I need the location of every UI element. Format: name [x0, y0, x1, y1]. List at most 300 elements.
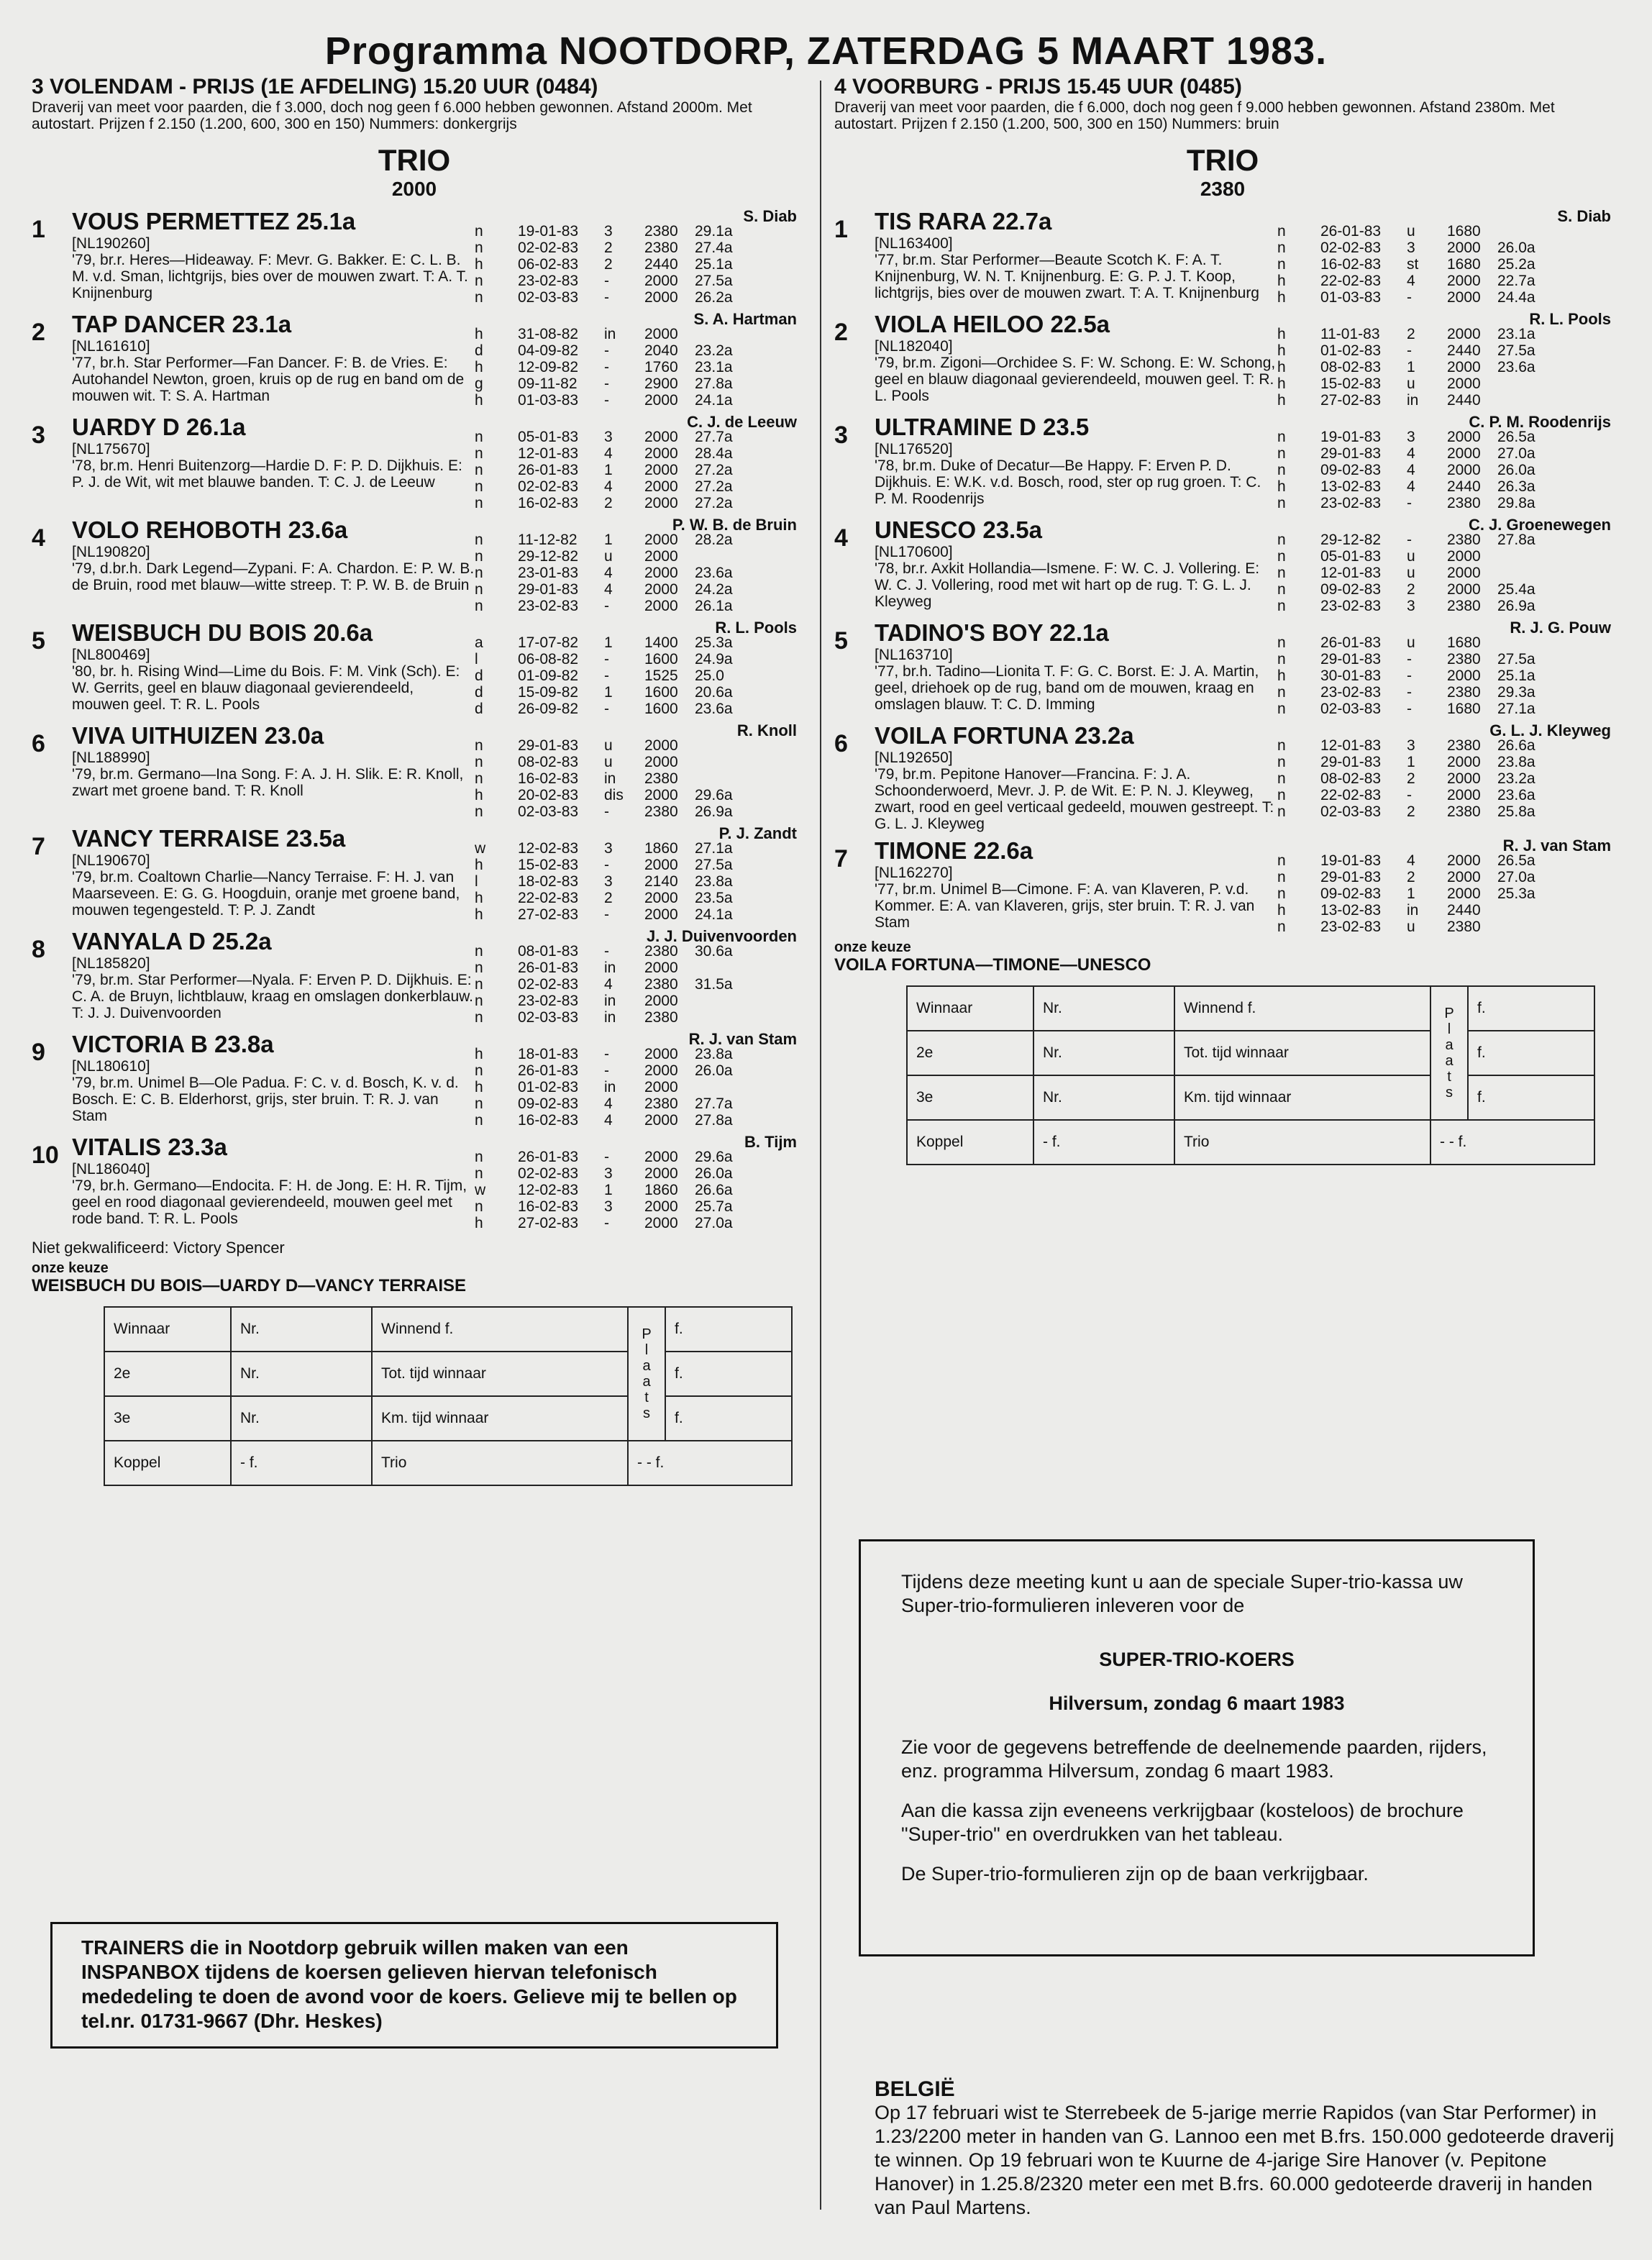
result-time: 26.0a — [695, 1165, 733, 1182]
result-distance: 2380 — [644, 803, 678, 820]
result-distance: 2000 — [1447, 548, 1481, 565]
rider-name: C. J. Groenewegen — [1468, 516, 1611, 534]
horse-entry — [834, 310, 1611, 409]
result-time — [695, 548, 759, 565]
result-distance: 2000 — [644, 1149, 678, 1165]
result-place: u — [1407, 565, 1415, 581]
result-place: u — [1407, 919, 1415, 935]
result-track: n — [475, 1009, 483, 1026]
result-row — [1277, 445, 1579, 462]
result-date: 19-01-83 — [1320, 852, 1382, 869]
result-distance: 2380 — [1447, 495, 1481, 511]
result-place: 4 — [604, 478, 613, 495]
horse-number: 6 — [834, 730, 848, 757]
result-track: n — [1277, 885, 1286, 902]
result-track: n — [475, 737, 483, 754]
result-time: 26.6a — [1497, 737, 1535, 754]
result-time — [1497, 392, 1562, 409]
result-date: 22-02-83 — [1320, 273, 1382, 289]
result-row — [475, 1079, 777, 1095]
result-row — [1277, 701, 1579, 717]
result-time: 25.8a — [1497, 803, 1535, 820]
result-track: n — [1277, 548, 1286, 565]
result-row — [475, 342, 777, 359]
result-date: 02-02-83 — [1320, 240, 1382, 256]
third-label: 3e — [104, 1396, 231, 1441]
result-distance: 2000 — [644, 273, 678, 289]
result-date: 09-02-83 — [1320, 885, 1382, 902]
result-time: 27.2a — [695, 478, 733, 495]
result-distance: 2000 — [644, 1046, 678, 1062]
result-track: n — [475, 960, 483, 976]
result-distance: 1860 — [644, 840, 678, 857]
result-row — [475, 667, 777, 684]
result-date: 01-03-83 — [518, 392, 579, 409]
result-distance: 2440 — [1447, 902, 1481, 919]
result-place: in — [1407, 392, 1419, 409]
result-date: 08-02-83 — [1320, 359, 1382, 375]
result-row — [475, 993, 777, 1009]
horse-details — [72, 207, 475, 306]
result-date: 30-01-83 — [1320, 667, 1382, 684]
amount-field: f. — [665, 1307, 792, 1352]
result-track: n — [475, 445, 483, 462]
result-track: n — [1277, 532, 1286, 548]
result-date: 29-12-82 — [1320, 532, 1382, 548]
result-date: 26-01-83 — [1320, 634, 1382, 651]
result-row — [1277, 787, 1579, 803]
result-time: 29.6a — [695, 787, 733, 803]
result-row — [475, 651, 777, 667]
result-place: in — [604, 993, 616, 1009]
result-track: h — [475, 787, 483, 803]
second-label: 2e — [907, 1031, 1033, 1075]
result-time: 23.6a — [695, 565, 733, 581]
result-row — [1277, 581, 1579, 598]
result-date: 18-01-83 — [518, 1046, 579, 1062]
result-time: 29.1a — [695, 223, 733, 240]
horse-entry — [32, 516, 797, 614]
result-place: 4 — [604, 565, 613, 581]
result-date: 23-02-83 — [518, 598, 579, 614]
result-date: 06-08-82 — [518, 651, 579, 667]
result-place: 2 — [1407, 326, 1415, 342]
horse-registration: [NL192650] — [875, 749, 953, 766]
trio-field: - - f. — [628, 1441, 792, 1485]
result-distance: 2000 — [644, 581, 678, 598]
result-row — [475, 857, 777, 873]
horse-details — [72, 413, 475, 511]
result-place: u — [604, 737, 613, 754]
result-track: d — [475, 667, 483, 684]
result-track: g — [475, 375, 483, 392]
result-distance: 2040 — [644, 342, 678, 359]
result-row — [475, 1095, 777, 1112]
tot-tijd-label: Tot. tijd winnaar — [372, 1352, 628, 1396]
result-row — [1277, 462, 1579, 478]
result-distance: 2000 — [1447, 445, 1481, 462]
result-distance: 2000 — [644, 548, 678, 565]
trio-label: Trio — [1174, 1120, 1430, 1165]
result-date: 04-09-82 — [518, 342, 579, 359]
amount-field: f. — [1468, 1075, 1594, 1120]
result-place: 3 — [1407, 737, 1415, 754]
result-time — [1497, 919, 1562, 935]
result-date: 18-02-83 — [518, 873, 579, 890]
result-place: - — [1407, 667, 1412, 684]
horse-registration: [NL190670] — [72, 852, 150, 869]
horse-number: 3 — [834, 422, 848, 449]
plaats-letter: P — [642, 1326, 652, 1342]
result-distance: 1760 — [644, 359, 678, 375]
result-place: 4 — [1407, 852, 1415, 869]
result-row — [475, 737, 777, 754]
result-distance: 1680 — [1447, 634, 1481, 651]
bet-row — [907, 1031, 1594, 1075]
result-date: 12-01-83 — [1320, 737, 1382, 754]
horse-number: 2 — [32, 319, 45, 346]
result-time: 24.1a — [695, 392, 733, 409]
result-row — [475, 375, 777, 392]
result-distance: 2000 — [1447, 326, 1481, 342]
result-track: n — [475, 240, 483, 256]
result-place: - — [604, 667, 609, 684]
nr-label: Nr. — [231, 1396, 372, 1441]
result-track: n — [1277, 787, 1286, 803]
result-track: n — [475, 993, 483, 1009]
result-row — [475, 960, 777, 976]
result-place: in — [604, 1009, 616, 1026]
result-date: 19-01-83 — [518, 223, 579, 240]
result-track: n — [1277, 869, 1286, 885]
result-date: 29-01-83 — [1320, 754, 1382, 770]
horse-number: 2 — [834, 319, 848, 346]
horse-name: VICTORIA B 23.8a — [72, 1031, 274, 1057]
result-place: 3 — [604, 840, 613, 857]
result-distance: 2000 — [644, 598, 678, 614]
result-row — [475, 976, 777, 993]
horse-name: VIVA UITHUIZEN 23.0a — [72, 722, 324, 749]
result-time: 23.6a — [695, 701, 733, 717]
result-distance: 2380 — [1447, 919, 1481, 935]
belgie-heading: BELGIË — [875, 2077, 955, 2101]
rider-name: R. Knoll — [736, 721, 797, 739]
result-date: 02-02-83 — [518, 478, 579, 495]
horse-name: VANYALA D 25.2a — [72, 928, 272, 954]
result-date: 12-01-83 — [518, 445, 579, 462]
horse-name: VOILA FORTUNA 23.2a — [875, 722, 1134, 749]
result-date: 22-02-83 — [1320, 787, 1382, 803]
column-divider — [820, 81, 821, 2210]
result-time — [695, 960, 759, 976]
result-place: 3 — [1407, 598, 1415, 614]
result-date: 12-09-82 — [518, 359, 579, 375]
race-4-column — [834, 75, 1611, 1165]
result-track: n — [475, 429, 483, 445]
plaats-label — [1430, 986, 1468, 1120]
horse-details — [875, 207, 1277, 306]
result-track: n — [1277, 429, 1286, 445]
result-place: - — [604, 1062, 609, 1079]
result-distance: 2000 — [644, 1165, 678, 1182]
result-distance: 2000 — [1447, 240, 1481, 256]
horse-details — [875, 310, 1277, 409]
rider-name: B. Tijm — [744, 1133, 797, 1151]
result-date: 01-02-83 — [518, 1079, 579, 1095]
result-row — [1277, 902, 1579, 919]
result-place: - — [604, 598, 609, 614]
result-place: 4 — [604, 581, 613, 598]
result-distance: 1525 — [644, 667, 678, 684]
result-distance: 2000 — [1447, 770, 1481, 787]
result-distance: 2000 — [644, 1112, 678, 1129]
result-track: h — [475, 392, 483, 409]
amount-field: f. — [1468, 986, 1594, 1031]
horse-details — [875, 516, 1277, 614]
horse-registration: [NL170600] — [875, 544, 953, 560]
horse-entry — [32, 207, 797, 306]
result-time: 23.5a — [695, 890, 733, 906]
result-distance: 2380 — [1447, 737, 1481, 754]
nr-label: Nr. — [1033, 1075, 1174, 1120]
plaats-letter: a — [642, 1358, 651, 1374]
result-distance: 2000 — [644, 326, 678, 342]
result-distance: 2440 — [1447, 342, 1481, 359]
horse-name: WEISBUCH DU BOIS 20.6a — [72, 619, 373, 646]
bet-row — [104, 1396, 792, 1441]
result-date: 20-02-83 — [518, 787, 579, 803]
result-track: h — [1277, 392, 1286, 409]
horse-entry — [834, 207, 1611, 306]
result-time: 23.6a — [1497, 359, 1535, 375]
race-info: Draverij van meet voor paarden, die f 3.000, doch nog geen f 6.000 hebben gewonnen. Afstand 2000m. Met autostart. Prijzen f 2.150 (1.200, 600, 300 en 150) Nummers: donkergrijs — [32, 99, 752, 132]
result-place: 4 — [1407, 462, 1415, 478]
result-track: n — [475, 1149, 483, 1165]
result-track: n — [1277, 581, 1286, 598]
trainers-notice-box — [50, 1922, 778, 2049]
result-track: n — [475, 1062, 483, 1079]
rider-name: R. L. Pools — [715, 619, 797, 637]
result-track: n — [475, 598, 483, 614]
horse-description: '79, br.m. Zigoni—Orchidee S. F: W. Schong. E: W. Schong, geel en blauw diagonaal gevierendeeld, mouwen geel. T: R. L. Pools — [875, 355, 1276, 404]
result-time: 27.0a — [695, 1215, 733, 1231]
nr-label: Nr. — [231, 1307, 372, 1352]
result-place: - — [1407, 651, 1412, 667]
horse-registration: [NL176520] — [875, 441, 953, 457]
result-time: 25.3a — [695, 634, 733, 651]
plaats-letter: s — [643, 1405, 650, 1421]
result-track: n — [475, 976, 483, 993]
result-track: n — [475, 565, 483, 581]
result-distance: 2000 — [644, 445, 678, 462]
result-row — [475, 770, 777, 787]
result-row — [1277, 342, 1579, 359]
result-row — [1277, 803, 1579, 820]
onze-keuze-label: onze keuze — [834, 939, 911, 955]
result-date: 09-02-83 — [1320, 462, 1382, 478]
result-row — [475, 223, 777, 240]
result-distance: 2380 — [1447, 532, 1481, 548]
bet-form — [906, 985, 1595, 1165]
result-row — [475, 1165, 777, 1182]
result-track: n — [475, 1198, 483, 1215]
result-row — [475, 256, 777, 273]
result-track: n — [1277, 634, 1286, 651]
koppel-field: - f. — [1033, 1120, 1174, 1165]
race-info: Draverij van meet voor paarden, die f 6.000, doch nog geen f 9.000 hebben gewonnen. Afstand 2380m. Met autostart. Prijzen f 2.150 (1.200, 500, 300 en 150) Nummers: bruin — [834, 99, 1555, 132]
result-distance: 1680 — [1447, 223, 1481, 240]
koppel-label: Koppel — [907, 1120, 1033, 1165]
result-place: - — [604, 375, 609, 392]
result-place: 2 — [1407, 803, 1415, 820]
result-date: 02-03-83 — [518, 1009, 579, 1026]
rider-name: R. J. G. Pouw — [1510, 619, 1611, 637]
result-distance: 2380 — [1447, 803, 1481, 820]
result-date: 26-01-83 — [518, 462, 579, 478]
result-track: n — [1277, 684, 1286, 701]
result-date: 23-02-83 — [1320, 684, 1382, 701]
amount-field: f. — [1468, 1031, 1594, 1075]
result-date: 05-01-83 — [518, 429, 579, 445]
result-track: n — [475, 1165, 483, 1182]
result-track: h — [1277, 359, 1286, 375]
result-time: 22.7a — [1497, 273, 1535, 289]
result-place: 4 — [1407, 273, 1415, 289]
result-place: - — [1407, 684, 1412, 701]
horse-description: '80, br. h. Rising Wind—Lime du Bois. F: M. Vink (Sch). E: W. Gerrits, geel en blauw diagonaal gevierendeeld, mouwen geel. T: R. L. Pools — [72, 663, 460, 713]
race-title: 3 VOLENDAM - PRIJS (1E AFDELING) 15.20 UUR (0484) — [32, 75, 598, 99]
rider-name: R. J. van Stam — [688, 1030, 797, 1048]
horse-details — [72, 1133, 475, 1231]
horse-name: ULTRAMINE D 23.5 — [875, 414, 1090, 440]
result-track: n — [475, 478, 483, 495]
bet-row — [907, 986, 1594, 1031]
result-date: 31-08-82 — [518, 326, 579, 342]
result-track: n — [1277, 256, 1286, 273]
horse-name: UNESCO 23.5a — [875, 516, 1042, 543]
result-time: 25.1a — [695, 256, 733, 273]
result-row — [475, 754, 777, 770]
belgie-section — [875, 2077, 1623, 2220]
result-row — [475, 873, 777, 890]
horse-details — [72, 516, 475, 614]
super-trio-details: Zie voor de gegevens betreffende de deelnemende paarden, rijders, enz. programma Hilversum, zondag 6 maart 1983. — [901, 1736, 1487, 1782]
result-place: 2 — [604, 495, 613, 511]
result-distance: 2380 — [644, 976, 678, 993]
result-date: 02-02-83 — [518, 976, 579, 993]
bet-row — [104, 1441, 792, 1485]
result-distance: 2000 — [644, 478, 678, 495]
result-place: - — [604, 701, 609, 717]
result-row — [475, 803, 777, 820]
result-date: 08-01-83 — [518, 943, 579, 960]
result-distance: 2000 — [1447, 667, 1481, 684]
result-distance: 1400 — [644, 634, 678, 651]
result-row — [475, 1009, 777, 1026]
result-place: 1 — [604, 684, 613, 701]
horse-registration: [NL186040] — [72, 1161, 150, 1177]
result-distance: 2380 — [644, 1095, 678, 1112]
result-place: 1 — [1407, 885, 1415, 902]
result-distance: 2000 — [644, 1215, 678, 1231]
horse-description: '79, br.h. Germano—Endocita. F: H. de Jong. E: H. R. Tijm, geel en rood diagonaal gevierendeeld, mouwen geel met rode band. T: R. L. Pools — [72, 1177, 467, 1227]
result-track: n — [475, 770, 483, 787]
result-time: 26.0a — [695, 1062, 733, 1079]
result-distance: 1600 — [644, 701, 678, 717]
trio-label: Trio — [372, 1441, 628, 1485]
result-place: 1 — [604, 462, 613, 478]
horse-details — [875, 721, 1277, 832]
result-distance: 2380 — [644, 223, 678, 240]
result-time — [695, 1009, 759, 1026]
horse-number: 7 — [834, 845, 848, 872]
result-track: n — [1277, 240, 1286, 256]
belgie-text: Op 17 februari wist te Sterrebeek de 5-jarige merrie Rapidos (van Star Performer) in 1.23/2200 meter in handen van G. Lannoo een met B.frs. 150.000 gedoteerde draverij te winnen. Op 19 februari won te Kuurne de 4-jarige Sire Hanover (v. Pepitone Hanover) in 1.25.8/2320 meter een met B.frs. 60.000 gedoteerde draverij in handen van Paul Martens. — [875, 2102, 1615, 2218]
not-qualified-note: Niet gekwalificeerd: Victory Spencer — [32, 1239, 285, 1257]
result-row — [475, 1215, 777, 1231]
result-time: 26.2a — [695, 289, 733, 306]
result-date: 02-03-83 — [1320, 803, 1382, 820]
rider-name: S. Diab — [743, 207, 797, 225]
result-place: - — [604, 342, 609, 359]
horse-description: '79, br.r. Heres—Hideaway. F: Mevr. G. Bakker. E: C. L. B. M. v.d. Sman, lichtgrijs, bies over de mouwen zwart. T: A. T. Knijnenburg — [72, 252, 468, 301]
result-date: 02-03-83 — [1320, 701, 1382, 717]
result-track: n — [475, 273, 483, 289]
horse-details — [72, 619, 475, 717]
result-place: 3 — [1407, 240, 1415, 256]
result-row — [1277, 770, 1579, 787]
horse-entry — [32, 413, 797, 511]
result-time — [695, 770, 759, 787]
horse-name: TAP DANCER 23.1a — [72, 311, 292, 337]
result-place: u — [1407, 548, 1415, 565]
koppel-field: - f. — [231, 1441, 372, 1485]
result-distance: 2000 — [1447, 581, 1481, 598]
result-row — [475, 273, 777, 289]
result-place: 2 — [1407, 770, 1415, 787]
bet-row — [104, 1352, 792, 1396]
horse-number: 8 — [32, 936, 45, 963]
result-row — [475, 684, 777, 701]
result-distance: 2000 — [644, 960, 678, 976]
result-row — [1277, 667, 1579, 684]
result-track: h — [475, 326, 483, 342]
horse-entry — [834, 721, 1611, 832]
result-track: n — [1277, 598, 1286, 614]
result-time: 23.2a — [1497, 770, 1535, 787]
result-distance: 2000 — [644, 392, 678, 409]
result-place: in — [604, 1079, 616, 1095]
horse-name: TADINO'S BOY 22.1a — [875, 619, 1109, 646]
result-row — [475, 240, 777, 256]
result-track: n — [1277, 565, 1286, 581]
horse-name: TIS RARA 22.7a — [875, 208, 1052, 234]
onze-keuze-label: onze keuze — [32, 1260, 109, 1276]
nr-label: Nr. — [1033, 986, 1174, 1031]
result-time: 25.7a — [695, 1198, 733, 1215]
result-time: 27.5a — [1497, 342, 1535, 359]
result-time: 31.5a — [695, 976, 733, 993]
result-place: - — [1407, 701, 1412, 717]
result-row — [1277, 548, 1579, 565]
horse-number: 10 — [32, 1142, 59, 1169]
result-row — [1277, 289, 1579, 306]
result-place: 2 — [604, 240, 613, 256]
result-place: 4 — [1407, 478, 1415, 495]
win-label: Winnaar — [104, 1307, 231, 1352]
result-place: - — [604, 857, 609, 873]
result-date: 27-02-83 — [1320, 392, 1382, 409]
